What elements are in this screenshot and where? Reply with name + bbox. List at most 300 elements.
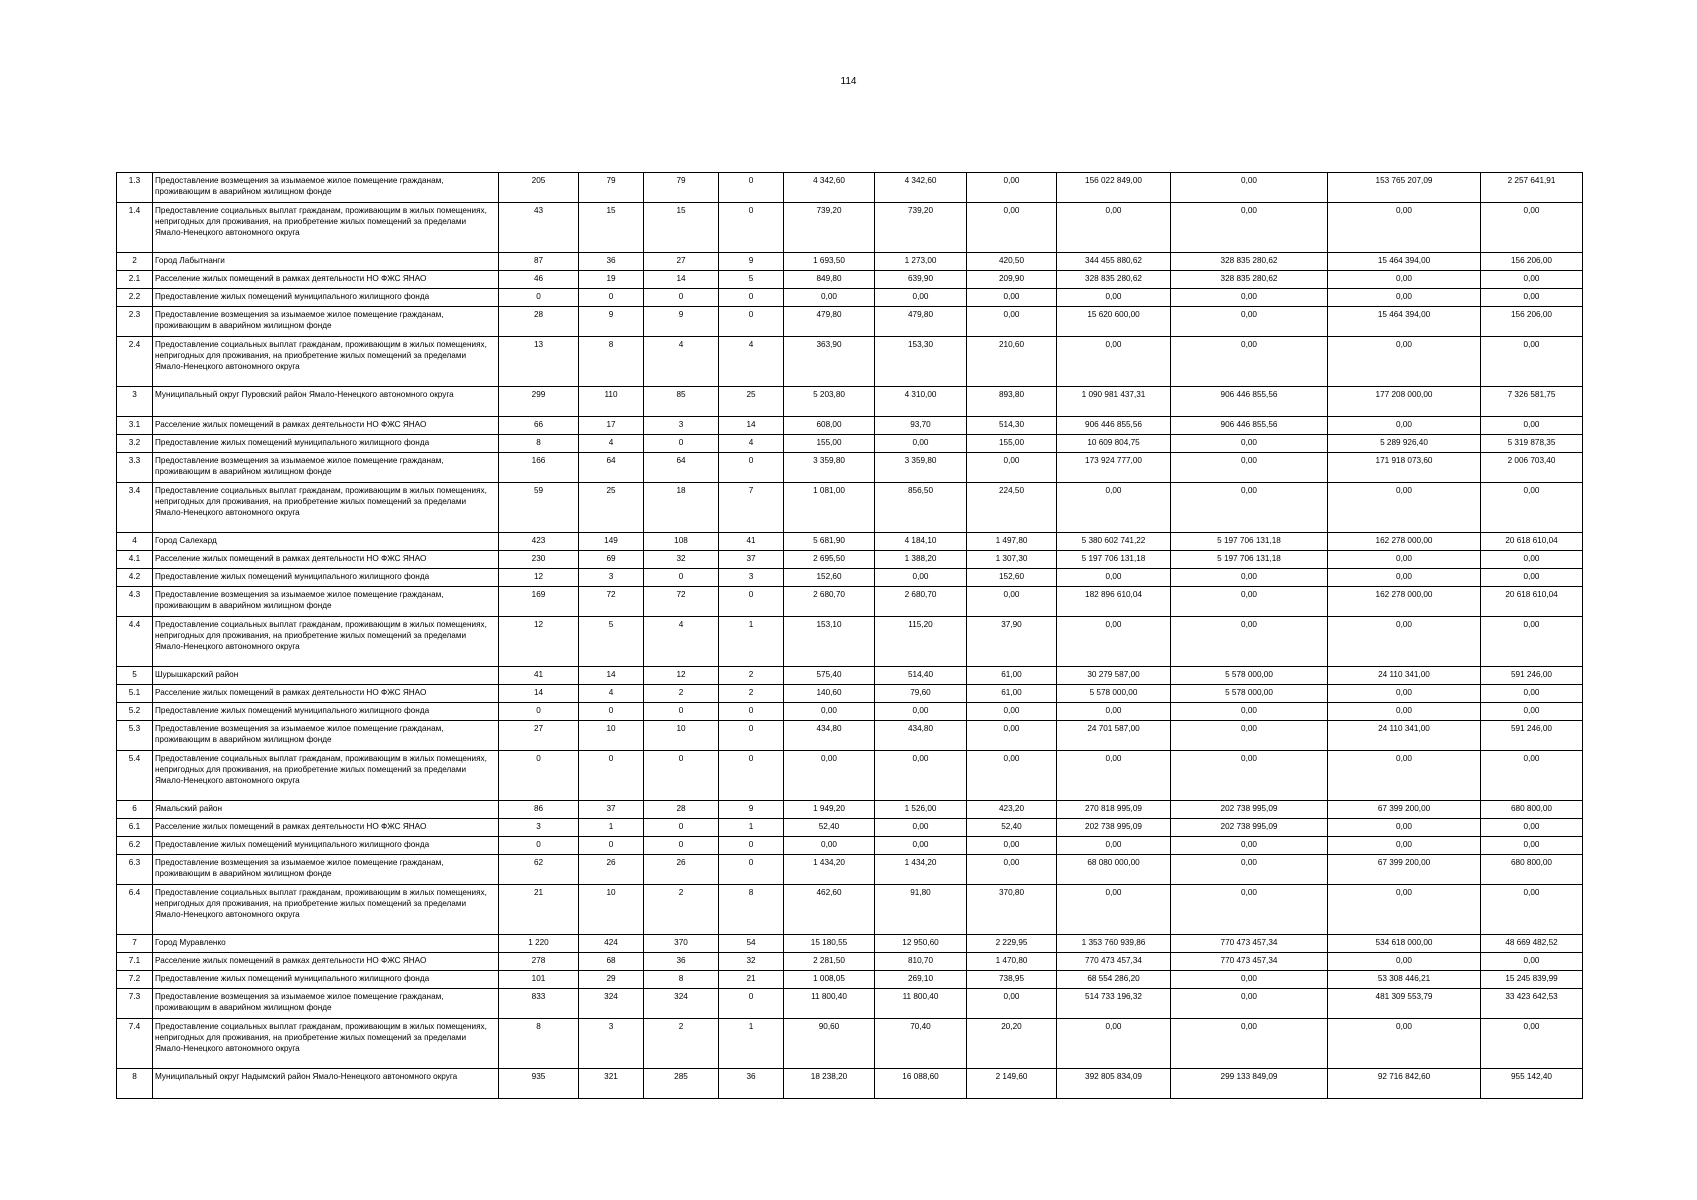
row-number: 4 (117, 533, 153, 551)
col-cost-region: 153 765 207,09 (1328, 173, 1481, 203)
col-area-a: 639,90 (875, 271, 967, 289)
col-cost-local: 0,00 (1481, 703, 1583, 721)
col-cost-total: 202 738 995,09 (1057, 819, 1171, 837)
col-premises-b: 0 (719, 453, 784, 483)
col-total-premises: 0 (579, 751, 644, 801)
col-cost-fund: 0,00 (1171, 587, 1328, 617)
col-cost-local: 591 246,00 (1481, 721, 1583, 751)
housing-relocation-table (116, 172, 1583, 1099)
table-row (117, 971, 1583, 989)
row-number: 4.2 (117, 569, 153, 587)
col-area-a: 3 359,80 (875, 453, 967, 483)
col-premises-b: 1 (719, 819, 784, 837)
col-premises-a: 32 (644, 551, 719, 569)
table-row (117, 667, 1583, 685)
col-cost-total: 1 090 981 437,31 (1057, 387, 1171, 417)
col-premises-a: 0 (644, 751, 719, 801)
col-area-b: 224,50 (967, 483, 1057, 533)
row-number: 7.1 (117, 953, 153, 971)
col-cost-local: 0,00 (1481, 203, 1583, 253)
col-area-a: 4 310,00 (875, 387, 967, 417)
col-area-total: 15 180,55 (784, 935, 875, 953)
col-area-b: 893,80 (967, 387, 1057, 417)
col-total-premises: 424 (579, 935, 644, 953)
col-cost-region: 0,00 (1328, 483, 1481, 533)
col-area-total: 2 695,50 (784, 551, 875, 569)
col-cost-region: 0,00 (1328, 953, 1481, 971)
col-area-total: 155,00 (784, 435, 875, 453)
col-cost-total: 5 578 000,00 (1057, 685, 1171, 703)
col-premises-a: 72 (644, 587, 719, 617)
col-cost-fund: 328 835 280,62 (1171, 271, 1328, 289)
col-area-total: 1 008,05 (784, 971, 875, 989)
col-total-premises: 19 (579, 271, 644, 289)
col-cost-local: 15 245 839,99 (1481, 971, 1583, 989)
col-cost-total: 0,00 (1057, 617, 1171, 667)
col-premises-a: 285 (644, 1069, 719, 1099)
col-total-persons: 66 (499, 417, 579, 435)
table-row (117, 569, 1583, 587)
col-cost-fund: 0,00 (1171, 435, 1328, 453)
table-row (117, 173, 1583, 203)
col-area-total: 1 434,20 (784, 855, 875, 885)
col-cost-fund: 0,00 (1171, 885, 1328, 935)
col-cost-region: 0,00 (1328, 551, 1481, 569)
col-cost-fund: 770 473 457,34 (1171, 935, 1328, 953)
col-cost-total: 0,00 (1057, 837, 1171, 855)
col-cost-region: 0,00 (1328, 1019, 1481, 1069)
col-total-persons: 62 (499, 855, 579, 885)
col-area-total: 739,20 (784, 203, 875, 253)
col-area-b: 155,00 (967, 435, 1057, 453)
col-premises-a: 79 (644, 173, 719, 203)
col-cost-total: 68 554 286,20 (1057, 971, 1171, 989)
col-area-a: 70,40 (875, 1019, 967, 1069)
col-total-persons: 46 (499, 271, 579, 289)
col-total-persons: 0 (499, 703, 579, 721)
col-total-premises: 110 (579, 387, 644, 417)
col-cost-region: 0,00 (1328, 569, 1481, 587)
col-total-persons: 41 (499, 667, 579, 685)
table-row (117, 617, 1583, 667)
col-premises-a: 28 (644, 801, 719, 819)
row-name: Город Салехард (153, 533, 499, 551)
row-name: Предоставление возмещения за изымаемое жилое помещение гражданам, проживающим в аварийном жилищном фонде (153, 173, 499, 203)
col-premises-a: 14 (644, 271, 719, 289)
col-premises-a: 0 (644, 703, 719, 721)
col-total-persons: 3 (499, 819, 579, 837)
table-row (117, 289, 1583, 307)
col-total-premises: 68 (579, 953, 644, 971)
row-number: 3 (117, 387, 153, 417)
col-cost-local: 0,00 (1481, 837, 1583, 855)
col-premises-a: 15 (644, 203, 719, 253)
row-name: Город Лабытнанги (153, 253, 499, 271)
col-cost-region: 0,00 (1328, 417, 1481, 435)
col-premises-b: 4 (719, 435, 784, 453)
col-area-a: 0,00 (875, 435, 967, 453)
row-name: Предоставление социальных выплат гражданам, проживающим в жилых помещениях, непригодных для проживания, на приобретение жилых помещений за пределами Ямало-Ненецкого автономного округа (153, 751, 499, 801)
col-total-persons: 0 (499, 837, 579, 855)
col-cost-region: 67 399 200,00 (1328, 801, 1481, 819)
col-cost-local: 2 257 641,91 (1481, 173, 1583, 203)
col-area-total: 0,00 (784, 751, 875, 801)
col-cost-region: 177 208 000,00 (1328, 387, 1481, 417)
row-number: 6.4 (117, 885, 153, 935)
col-cost-total: 15 620 600,00 (1057, 307, 1171, 337)
col-area-b: 0,00 (967, 203, 1057, 253)
col-cost-region: 0,00 (1328, 203, 1481, 253)
col-area-total: 849,80 (784, 271, 875, 289)
col-area-total: 0,00 (784, 703, 875, 721)
col-area-a: 1 388,20 (875, 551, 967, 569)
col-cost-fund: 5 197 706 131,18 (1171, 533, 1328, 551)
col-cost-fund: 0,00 (1171, 703, 1328, 721)
col-total-premises: 4 (579, 685, 644, 703)
row-name: Предоставление жилых помещений муниципального жилищного фонда (153, 289, 499, 307)
col-area-a: 79,60 (875, 685, 967, 703)
col-premises-a: 370 (644, 935, 719, 953)
row-number: 5.4 (117, 751, 153, 801)
row-name: Расселение жилых помещений в рамках деятельности НО ФЖС ЯНАО (153, 551, 499, 569)
col-cost-total: 5 197 706 131,18 (1057, 551, 1171, 569)
col-premises-a: 85 (644, 387, 719, 417)
row-name: Расселение жилых помещений в рамках деятельности НО ФЖС ЯНАО (153, 417, 499, 435)
col-total-premises: 10 (579, 885, 644, 935)
col-premises-b: 1 (719, 1019, 784, 1069)
col-cost-total: 0,00 (1057, 569, 1171, 587)
col-cost-local: 0,00 (1481, 417, 1583, 435)
col-area-total: 90,60 (784, 1019, 875, 1069)
row-number: 5.1 (117, 685, 153, 703)
col-area-b: 0,00 (967, 855, 1057, 885)
col-cost-fund: 0,00 (1171, 307, 1328, 337)
col-area-total: 11 800,40 (784, 989, 875, 1019)
col-total-persons: 205 (499, 173, 579, 203)
col-total-premises: 14 (579, 667, 644, 685)
col-premises-a: 36 (644, 953, 719, 971)
col-area-b: 209,90 (967, 271, 1057, 289)
col-total-persons: 169 (499, 587, 579, 617)
row-name: Предоставление жилых помещений муниципального жилищного фонда (153, 703, 499, 721)
col-area-a: 0,00 (875, 289, 967, 307)
col-premises-b: 14 (719, 417, 784, 435)
table-row (117, 855, 1583, 885)
col-area-a: 810,70 (875, 953, 967, 971)
col-total-persons: 14 (499, 685, 579, 703)
col-cost-total: 270 818 995,09 (1057, 801, 1171, 819)
col-total-persons: 278 (499, 953, 579, 971)
col-cost-region: 53 308 446,21 (1328, 971, 1481, 989)
col-area-b: 0,00 (967, 751, 1057, 801)
col-total-premises: 64 (579, 453, 644, 483)
col-cost-total: 0,00 (1057, 1019, 1171, 1069)
col-cost-total: 1 353 760 939,86 (1057, 935, 1171, 953)
col-cost-total: 328 835 280,62 (1057, 271, 1171, 289)
col-cost-local: 2 006 703,40 (1481, 453, 1583, 483)
col-cost-region: 0,00 (1328, 289, 1481, 307)
col-premises-b: 9 (719, 801, 784, 819)
col-cost-total: 0,00 (1057, 703, 1171, 721)
col-area-a: 269,10 (875, 971, 967, 989)
col-area-total: 2 281,50 (784, 953, 875, 971)
col-cost-fund: 906 446 855,56 (1171, 387, 1328, 417)
col-cost-local: 0,00 (1481, 289, 1583, 307)
col-cost-region: 0,00 (1328, 617, 1481, 667)
table-row (117, 435, 1583, 453)
col-premises-b: 25 (719, 387, 784, 417)
col-cost-local: 680 800,00 (1481, 801, 1583, 819)
col-premises-b: 0 (719, 203, 784, 253)
col-cost-total: 5 380 602 741,22 (1057, 533, 1171, 551)
row-name: Расселение жилых помещений в рамках деятельности НО ФЖС ЯНАО (153, 819, 499, 837)
col-total-premises: 29 (579, 971, 644, 989)
row-number: 2 (117, 253, 153, 271)
col-cost-total: 392 805 834,09 (1057, 1069, 1171, 1099)
row-number: 6 (117, 801, 153, 819)
col-cost-fund: 0,00 (1171, 453, 1328, 483)
col-premises-b: 54 (719, 935, 784, 953)
col-area-a: 856,50 (875, 483, 967, 533)
col-total-persons: 166 (499, 453, 579, 483)
row-name: Ямальский район (153, 801, 499, 819)
col-cost-total: 24 701 587,00 (1057, 721, 1171, 751)
table-row (117, 203, 1583, 253)
col-area-a: 4 342,60 (875, 173, 967, 203)
col-cost-local: 156 206,00 (1481, 253, 1583, 271)
col-area-b: 37,90 (967, 617, 1057, 667)
row-number: 3.4 (117, 483, 153, 533)
col-premises-a: 0 (644, 569, 719, 587)
col-area-a: 153,30 (875, 337, 967, 387)
col-area-b: 738,95 (967, 971, 1057, 989)
col-area-total: 1 693,50 (784, 253, 875, 271)
col-area-total: 363,90 (784, 337, 875, 387)
col-area-a: 479,80 (875, 307, 967, 337)
col-area-total: 52,40 (784, 819, 875, 837)
col-area-b: 0,00 (967, 453, 1057, 483)
col-total-persons: 0 (499, 289, 579, 307)
col-premises-b: 0 (719, 989, 784, 1019)
col-area-b: 420,50 (967, 253, 1057, 271)
col-total-premises: 3 (579, 569, 644, 587)
col-cost-total: 0,00 (1057, 483, 1171, 533)
col-cost-total: 514 733 196,32 (1057, 989, 1171, 1019)
col-area-total: 0,00 (784, 289, 875, 307)
col-area-b: 0,00 (967, 837, 1057, 855)
col-cost-total: 344 455 880,62 (1057, 253, 1171, 271)
col-area-a: 0,00 (875, 837, 967, 855)
col-cost-fund: 0,00 (1171, 483, 1328, 533)
col-area-b: 0,00 (967, 173, 1057, 203)
table-row (117, 271, 1583, 289)
table-row (117, 1019, 1583, 1069)
table-row (117, 587, 1583, 617)
row-number: 4.1 (117, 551, 153, 569)
col-cost-fund: 0,00 (1171, 971, 1328, 989)
row-name: Расселение жилых помещений в рамках деятельности НО ФЖС ЯНАО (153, 953, 499, 971)
col-area-b: 0,00 (967, 307, 1057, 337)
col-cost-region: 0,00 (1328, 337, 1481, 387)
col-area-b: 1 470,80 (967, 953, 1057, 971)
col-area-a: 93,70 (875, 417, 967, 435)
col-area-total: 575,40 (784, 667, 875, 685)
col-total-premises: 69 (579, 551, 644, 569)
col-premises-a: 2 (644, 1019, 719, 1069)
row-name: Предоставление социальных выплат гражданам, проживающим в жилых помещениях, непригодных для проживания, на приобретение жилых помещений за пределами Ямало-Ненецкого автономного округа (153, 203, 499, 253)
row-number: 4.3 (117, 587, 153, 617)
table-row (117, 801, 1583, 819)
col-premises-a: 12 (644, 667, 719, 685)
table-row (117, 685, 1583, 703)
col-total-persons: 423 (499, 533, 579, 551)
col-area-a: 0,00 (875, 569, 967, 587)
table-row (117, 953, 1583, 971)
col-cost-local: 7 326 581,75 (1481, 387, 1583, 417)
col-area-total: 462,60 (784, 885, 875, 935)
col-area-b: 0,00 (967, 587, 1057, 617)
col-total-premises: 5 (579, 617, 644, 667)
col-premises-a: 18 (644, 483, 719, 533)
col-area-b: 210,60 (967, 337, 1057, 387)
col-cost-total: 0,00 (1057, 337, 1171, 387)
table-row (117, 837, 1583, 855)
col-area-a: 434,80 (875, 721, 967, 751)
col-total-persons: 86 (499, 801, 579, 819)
col-cost-region: 162 278 000,00 (1328, 587, 1481, 617)
col-cost-total: 770 473 457,34 (1057, 953, 1171, 971)
col-total-persons: 27 (499, 721, 579, 751)
col-area-b: 0,00 (967, 289, 1057, 307)
col-cost-local: 0,00 (1481, 819, 1583, 837)
col-cost-fund: 0,00 (1171, 989, 1328, 1019)
table-row (117, 533, 1583, 551)
col-cost-total: 0,00 (1057, 885, 1171, 935)
col-cost-fund: 0,00 (1171, 203, 1328, 253)
col-area-total: 4 342,60 (784, 173, 875, 203)
row-name: Расселение жилых помещений в рамках деятельности НО ФЖС ЯНАО (153, 271, 499, 289)
col-cost-fund: 906 446 855,56 (1171, 417, 1328, 435)
col-premises-a: 27 (644, 253, 719, 271)
col-total-premises: 1 (579, 819, 644, 837)
col-premises-b: 2 (719, 685, 784, 703)
col-total-premises: 79 (579, 173, 644, 203)
row-name: Предоставление социальных выплат гражданам, проживающим в жилых помещениях, непригодных для проживания, на приобретение жилых помещений за пределами Ямало-Ненецкого автономного округа (153, 1019, 499, 1069)
col-area-total: 1 081,00 (784, 483, 875, 533)
col-premises-b: 8 (719, 885, 784, 935)
col-area-total: 608,00 (784, 417, 875, 435)
col-premises-a: 0 (644, 837, 719, 855)
col-cost-local: 156 206,00 (1481, 307, 1583, 337)
col-cost-region: 5 289 926,40 (1328, 435, 1481, 453)
col-cost-total: 0,00 (1057, 289, 1171, 307)
col-total-premises: 8 (579, 337, 644, 387)
col-total-premises: 26 (579, 855, 644, 885)
col-total-premises: 0 (579, 703, 644, 721)
col-cost-local: 0,00 (1481, 551, 1583, 569)
col-cost-region: 0,00 (1328, 685, 1481, 703)
col-area-a: 739,20 (875, 203, 967, 253)
col-total-persons: 13 (499, 337, 579, 387)
col-premises-b: 21 (719, 971, 784, 989)
row-number: 1.4 (117, 203, 153, 253)
col-cost-region: 92 716 842,60 (1328, 1069, 1481, 1099)
row-number: 8 (117, 1069, 153, 1099)
table-row (117, 307, 1583, 337)
col-cost-fund: 0,00 (1171, 337, 1328, 387)
col-cost-fund: 202 738 995,09 (1171, 801, 1328, 819)
table-row (117, 417, 1583, 435)
col-area-b: 61,00 (967, 667, 1057, 685)
col-premises-a: 3 (644, 417, 719, 435)
col-total-persons: 299 (499, 387, 579, 417)
row-name: Муниципальный округ Надымский район Ямало-Ненецкого автономного округа (153, 1069, 499, 1099)
col-cost-local: 48 669 482,52 (1481, 935, 1583, 953)
row-name: Шурышкарский район (153, 667, 499, 685)
row-number: 5 (117, 667, 153, 685)
table-row (117, 989, 1583, 1019)
col-area-b: 61,00 (967, 685, 1057, 703)
col-premises-b: 9 (719, 253, 784, 271)
col-total-persons: 87 (499, 253, 579, 271)
col-premises-b: 36 (719, 1069, 784, 1099)
col-premises-b: 3 (719, 569, 784, 587)
col-area-b: 1 497,80 (967, 533, 1057, 551)
row-name: Предоставление жилых помещений муниципального жилищного фонда (153, 435, 499, 453)
row-number: 2.1 (117, 271, 153, 289)
col-premises-b: 0 (719, 703, 784, 721)
col-premises-b: 37 (719, 551, 784, 569)
col-premises-a: 0 (644, 289, 719, 307)
table-row (117, 885, 1583, 935)
col-cost-total: 30 279 587,00 (1057, 667, 1171, 685)
col-cost-local: 0,00 (1481, 569, 1583, 587)
row-name: Предоставление жилых помещений муниципального жилищного фонда (153, 569, 499, 587)
col-total-premises: 149 (579, 533, 644, 551)
col-area-a: 12 950,60 (875, 935, 967, 953)
col-cost-region: 171 918 073,60 (1328, 453, 1481, 483)
row-name: Предоставление социальных выплат гражданам, проживающим в жилых помещениях, непригодных для проживания, на приобретение жилых помещений за пределами Ямало-Ненецкого автономного округа (153, 337, 499, 387)
row-name: Предоставление возмещения за изымаемое жилое помещение гражданам, проживающим в аварийном жилищном фонде (153, 453, 499, 483)
col-premises-a: 10 (644, 721, 719, 751)
row-name: Предоставление жилых помещений муниципального жилищного фонда (153, 837, 499, 855)
table-row (117, 721, 1583, 751)
col-premises-b: 0 (719, 721, 784, 751)
row-number: 2.4 (117, 337, 153, 387)
col-cost-total: 156 022 849,00 (1057, 173, 1171, 203)
row-number: 6.2 (117, 837, 153, 855)
col-area-total: 140,60 (784, 685, 875, 703)
col-cost-local: 20 618 610,04 (1481, 587, 1583, 617)
col-cost-local: 0,00 (1481, 953, 1583, 971)
col-cost-region: 0,00 (1328, 885, 1481, 935)
col-cost-local: 0,00 (1481, 885, 1583, 935)
col-cost-fund: 770 473 457,34 (1171, 953, 1328, 971)
col-cost-region: 24 110 341,00 (1328, 721, 1481, 751)
col-premises-b: 7 (719, 483, 784, 533)
col-cost-local: 0,00 (1481, 1019, 1583, 1069)
col-cost-region: 0,00 (1328, 837, 1481, 855)
col-total-premises: 324 (579, 989, 644, 1019)
col-cost-total: 906 446 855,56 (1057, 417, 1171, 435)
col-cost-region: 24 110 341,00 (1328, 667, 1481, 685)
col-cost-local: 0,00 (1481, 271, 1583, 289)
col-premises-a: 4 (644, 337, 719, 387)
col-cost-fund: 328 835 280,62 (1171, 253, 1328, 271)
col-area-total: 18 238,20 (784, 1069, 875, 1099)
col-total-premises: 0 (579, 289, 644, 307)
col-cost-local: 33 423 642,53 (1481, 989, 1583, 1019)
